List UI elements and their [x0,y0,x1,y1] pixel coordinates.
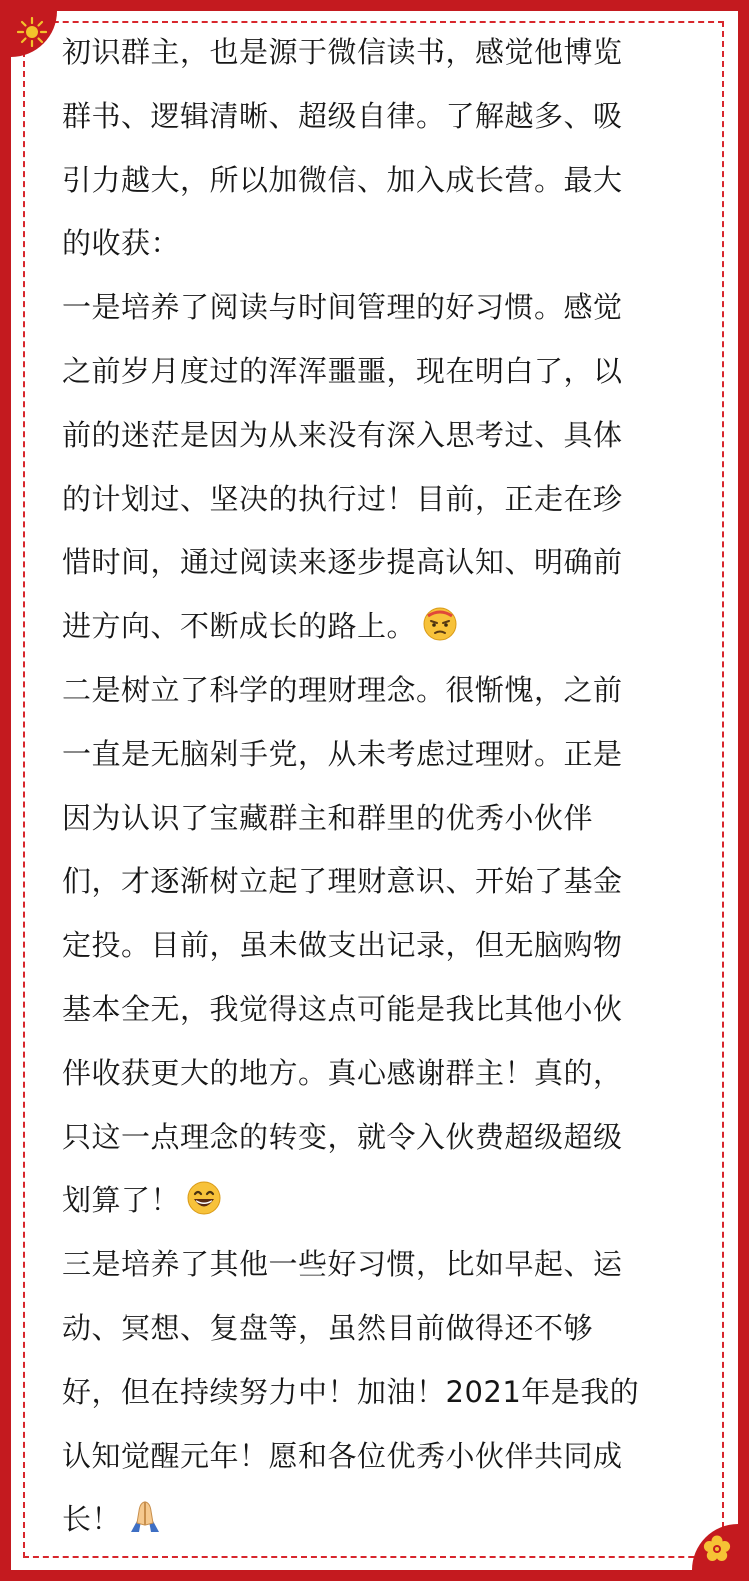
text-line-with-emoji [62,595,692,659]
text-line: 们，才逐渐树立起了理财意识、开始了基金 [62,864,623,899]
text-line: 引力越大，所以加微信、加入成长营。最大 [62,162,623,197]
text-line: 前的迷茫是因为从来没有深入思考过、具体 [62,417,623,452]
folded-hands-icon [127,1499,163,1535]
text-line: 划算了！ [62,1183,181,1218]
text-line: 进方向、不断成长的路上。 [62,609,417,644]
thinking-face-icon [422,606,458,642]
text-line: 长！ [62,1502,122,1537]
text-line-with-emoji [62,1169,692,1233]
text-line: 伴收获更大的地方。真心感谢群主！真的， [62,1055,623,1090]
text-line: 因为认识了宝藏群主和群里的优秀小伙伴 [62,800,594,835]
text-line: 的收获： [62,226,181,261]
text-line: 一是培养了阅读与时间管理的好习惯。感觉 [62,290,623,325]
text-line: 的计划过、坚决的执行过！目前，正走在珍 [62,481,623,516]
article-body [62,21,692,1552]
text-line: 初识群主，也是源于微信读书，感觉他博览 [62,35,623,69]
text-line: 好，但在持续努力中！加油！2021年是我的 [62,1374,640,1409]
article-card [11,11,738,1570]
text-line: 二是树立了科学的理财理念。很惭愧，之前 [62,672,623,707]
text-line: 群书、逻辑清晰、超级自律。了解越多、吸 [62,98,623,133]
text-line: 定投。目前，虽未做支出记录，但无脑购物 [62,928,623,963]
corner-badge-top-left [11,11,57,57]
text-line: 三是培养了其他一些好习惯，比如早起、运 [62,1247,623,1282]
text-line: 动、冥想、复盘等，虽然目前做得还不够 [62,1310,594,1345]
flower-icon [702,1534,732,1564]
sun-icon [17,17,47,47]
text-line: 之前岁月度过的浑浑噩噩，现在明白了，以 [62,353,623,388]
grinning-face-icon [186,1180,222,1216]
text-line: 惜时间，通过阅读来逐步提高认知、明确前 [62,545,623,580]
text-line-with-emoji [62,1488,692,1552]
corner-badge-bottom-right [692,1524,738,1570]
text-line: 基本全无，我觉得这点可能是我比其他小伙 [62,991,623,1026]
text-line: 认知觉醒元年！愿和各位优秀小伙伴共同成 [62,1438,623,1473]
text-line: 一直是无脑剁手党，从未考虑过理财。正是 [62,736,623,771]
text-line: 只这一点理念的转变，就令入伙费超级超级 [62,1119,623,1154]
